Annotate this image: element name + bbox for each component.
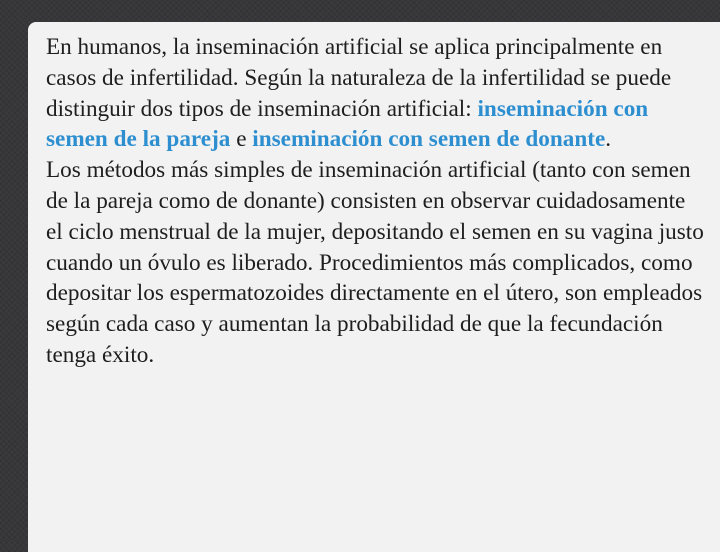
highlight-term-donor-semen: inseminación con semen de donante [252, 126, 606, 153]
paragraph-intro-text: En humanos, la inseminación artificial se aplica principalmente en casos de infertilidad. Según la naturaleza de la infertilidad se puede distinguir dos tipos de inseminación artificial: [46, 34, 672, 122]
paragraph-insemination-methods: Los métodos más simples de inseminación artificial (tanto con semen de la pareja como de donante) consisten en observar cuidadosamente el ciclo menstrual de la mujer, depositando el semen en su vagina justo cuando un óvulo es liberado. Procedimientos más complicados, como depositar los espermatozoides directamente en el útero, son empleados según cada caso y aumentan la probabilidad de que la fecundación tenga éxito. [46, 157, 704, 368]
slide-content-panel [28, 22, 720, 552]
highlight-term-partner-semen: inseminación con semen de la pareja [46, 95, 649, 153]
paragraph-connector-text: e [230, 126, 253, 153]
slide-text-body [46, 32, 706, 371]
paragraph-end-punctuation: . [605, 126, 612, 153]
paragraph-infertility-types [46, 32, 706, 155]
